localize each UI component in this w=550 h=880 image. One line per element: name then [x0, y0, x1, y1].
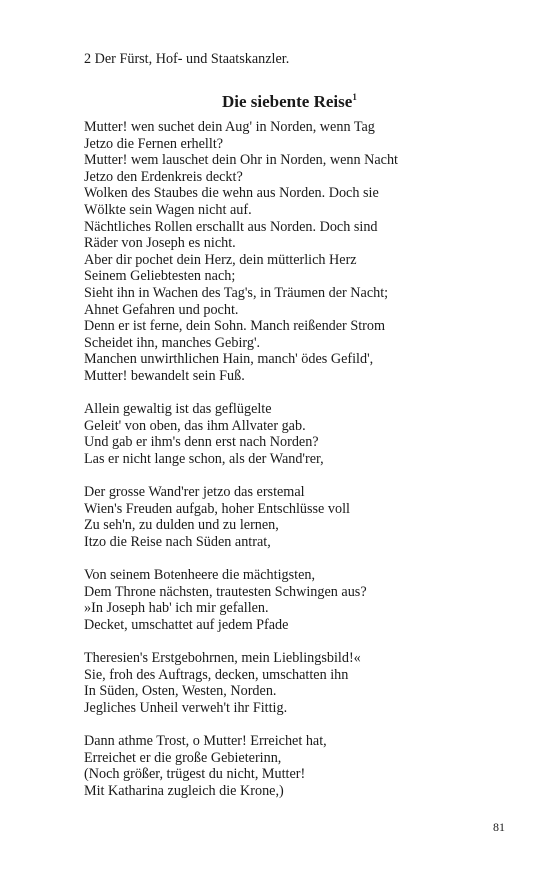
page-number: 81	[493, 820, 505, 834]
verse-line: Wien's Freuden aufgab, hoher Entschlüsse voll	[84, 500, 350, 517]
verse-line: Seinem Geliebtesten nach;	[84, 268, 236, 285]
verse-line: Dem Throne nächsten, trautesten Schwingen aus?	[84, 583, 367, 600]
verse-line: Jegliches Unheil verweh't ihr Fittig.	[84, 699, 288, 716]
footnote-marker: 1	[352, 92, 357, 102]
verse-line: Wolken des Staubes die wehn aus Norden. Doch sie	[84, 185, 379, 202]
verse-line: Zu seh'n, zu dulden und zu lernen,	[84, 517, 279, 534]
verse-line: Scheidet ihn, manches Gebirg'.	[84, 334, 261, 351]
verse-line: Denn er ist ferne, dein Sohn. Manch reißender Strom	[84, 318, 386, 335]
verse-line: Der grosse Wand'rer jetzo das erstemal	[84, 484, 305, 501]
stanza	[84, 650, 524, 716]
verse-line: Las er nicht lange schon, als der Wand'rer,	[84, 450, 324, 467]
verse-line: (Noch größer, trügest du nicht, Mutter!	[84, 766, 306, 783]
verse-line: Mit Katharina zugleich die Krone,)	[84, 782, 284, 799]
stanza	[84, 401, 524, 467]
verse-line: Itzo die Reise nach Süden antrat,	[84, 533, 271, 550]
verse-line: Mutter! wen suchet dein Aug' in Norden, wenn Tag	[84, 119, 375, 135]
verse-line: Von seinem Botenheere die mächtigsten,	[84, 567, 316, 584]
verse-line: Mutter! wem lauschet dein Ohr in Norden, wenn Nacht	[84, 152, 399, 169]
verse-line: Jetzo den Erdenkreis deckt?	[84, 168, 243, 185]
verse-line: Wölkte sein Wagen nicht auf.	[84, 201, 252, 218]
stanza	[84, 567, 524, 633]
verse-line: Aber dir pochet dein Herz, dein mütterlich Herz	[84, 251, 357, 268]
verse-line: Sieht ihn in Wachen des Tag's, in Träumen der Nacht;	[84, 284, 389, 301]
verse-line: »In Joseph hab' ich mir gefallen.	[84, 600, 269, 617]
poem-title	[222, 91, 357, 113]
verse-line: Allein gewaltig ist das geflügelte	[84, 401, 272, 418]
stanza	[84, 733, 524, 799]
verse-line: Mutter! bewandelt sein Fuß.	[84, 367, 245, 384]
verse-line: In Süden, Osten, Westen, Norden.	[84, 683, 277, 700]
verse-line: Räder von Joseph es nicht.	[84, 235, 236, 252]
stanza	[84, 484, 524, 550]
verse-line: Und gab er ihm's denn erst nach Norden?	[84, 434, 319, 451]
verse-line: Jetzo die Fernen erhellt?	[84, 135, 224, 152]
verse-line: Geleit' von oben, das ihm Allvater gab.	[84, 417, 306, 434]
verse-line: Ahnet Gefahren und pocht.	[84, 301, 239, 318]
poem-title-text: Die siebente Reise	[222, 92, 353, 111]
stanza	[84, 119, 524, 385]
poem-body	[84, 119, 524, 816]
verse-line: Dann athme Trost, o Mutter! Erreichet hat,	[84, 732, 327, 749]
verse-line: Sie, froh des Auftrags, decken, umschatten ihn	[84, 666, 349, 683]
verse-line: Nächtliches Rollen erschallt aus Norden. Doch sind	[84, 218, 378, 235]
verse-line: Manchen unwirthlichen Hain, manch' ödes Gefild',	[84, 351, 374, 368]
verse-line: Decket, umschattet auf jedem Pfade	[84, 616, 289, 633]
verse-line: Theresien's Erstgebohrnen, mein Lieblingsbild!«	[84, 650, 361, 666]
verse-line: Erreichet er die große Gebieterinn,	[84, 749, 282, 766]
footnote: 2 Der Fürst, Hof- und Staatskanzler.	[84, 51, 290, 67]
